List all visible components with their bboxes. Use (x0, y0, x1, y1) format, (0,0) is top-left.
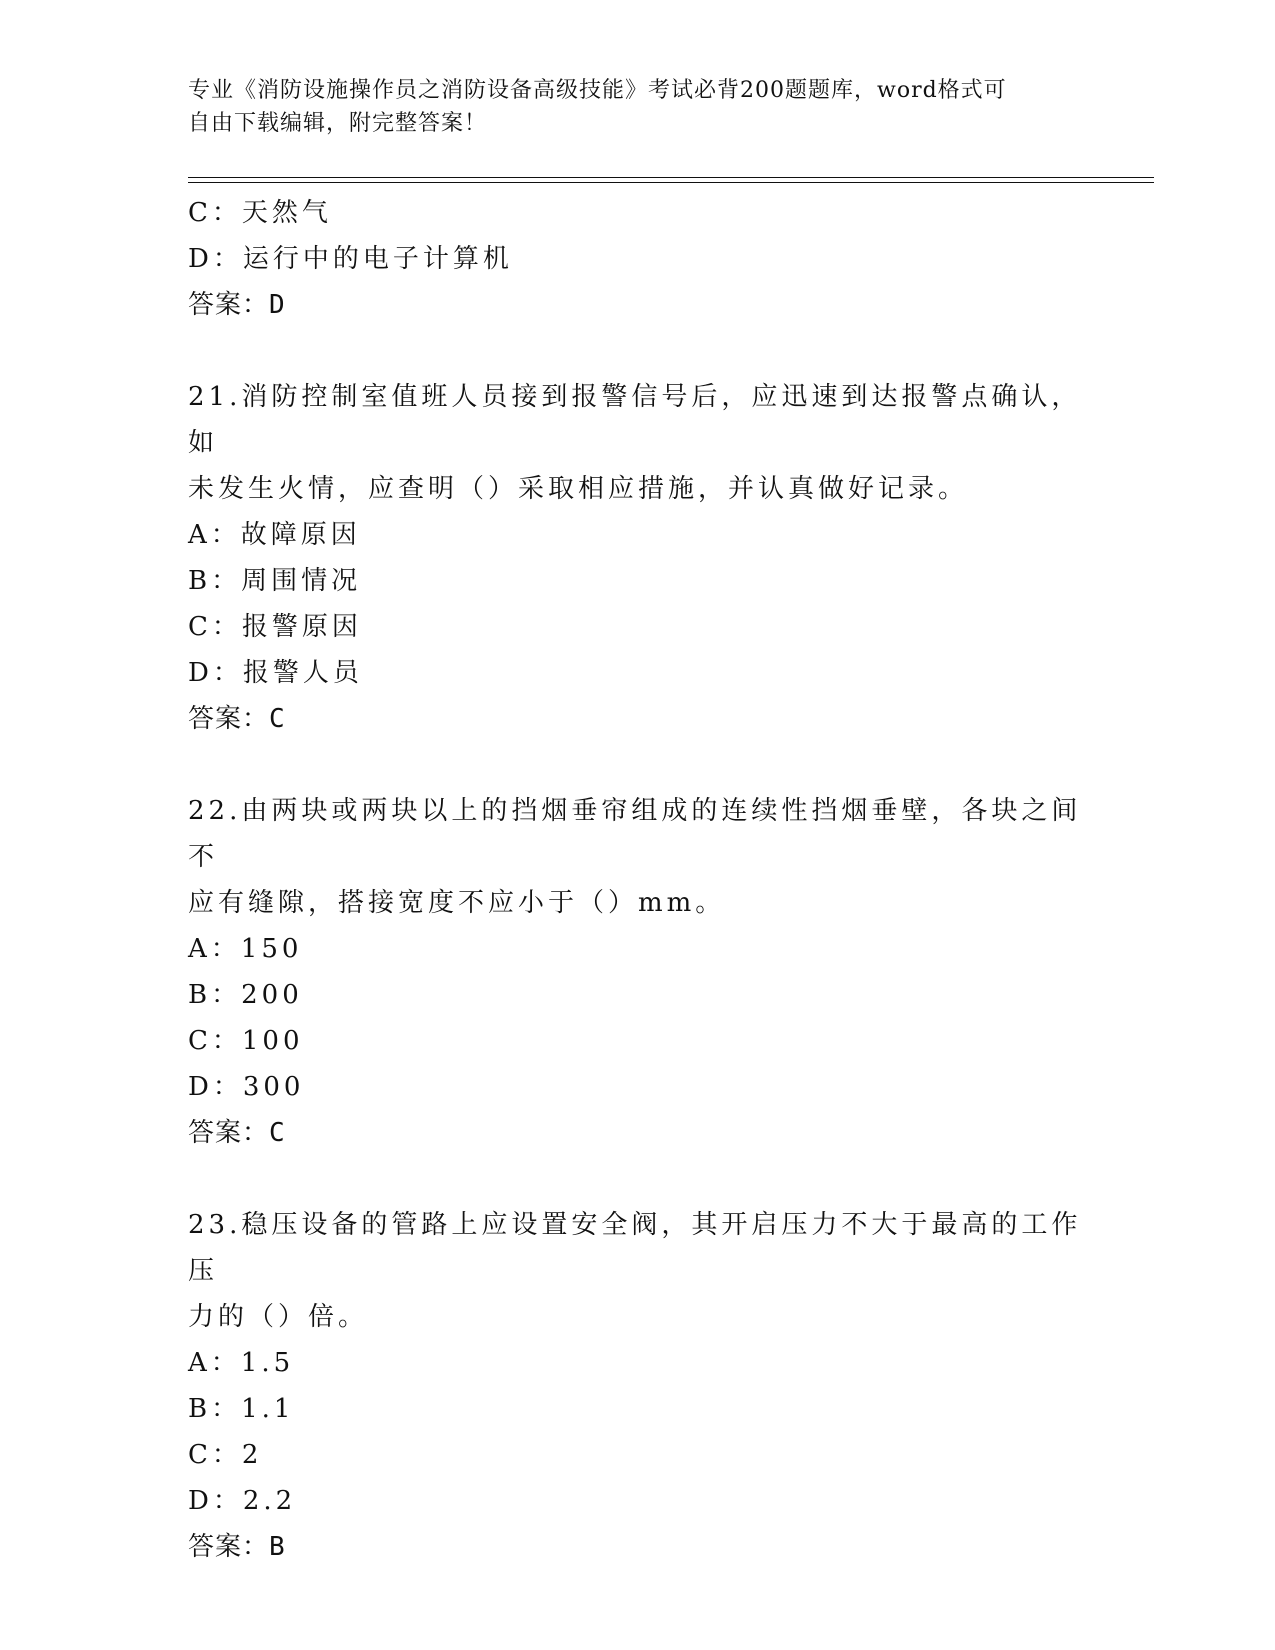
document-header (188, 74, 1068, 140)
option-c: C：2 (188, 1440, 263, 1470)
question-23 (188, 1202, 1088, 1570)
answer-value: B (269, 1532, 286, 1562)
header-line-2: 自由下载编辑，附完整答案！ (188, 111, 488, 136)
answer-label: 答案： (188, 1532, 270, 1562)
answer-label: 答案： (188, 290, 270, 320)
question-stem-line-2: 应有缝隙，搭接宽度不应小于（）mm。 (188, 888, 726, 918)
option-d: D：2.2 (188, 1486, 297, 1516)
option-c: C：100 (188, 1026, 304, 1056)
answer-value: C (269, 704, 286, 734)
partial-question-20 (188, 190, 1088, 328)
question-21 (188, 374, 1088, 742)
question-22 (188, 788, 1088, 1156)
answer-label: 答案： (188, 704, 270, 734)
option-a: A：故障原因 (188, 520, 361, 550)
question-stem-line-1: 21.消防控制室值班人员接到报警信号后，应迅速到达报警点确认，如 (188, 382, 1082, 458)
header-line-1: 专业《消防设施操作员之消防设备高级技能》考试必背200题题库，word格式可 (188, 78, 1007, 103)
header-rule-bottom (188, 182, 1154, 183)
header-rule-top (188, 177, 1154, 178)
option-a: A：150 (188, 934, 303, 964)
option-c: C：天然气 (188, 198, 332, 228)
option-b: B：200 (188, 980, 303, 1010)
question-stem-line-2: 力的（）倍。 (188, 1302, 369, 1332)
option-c: C：报警原因 (188, 612, 362, 642)
option-d: D：报警人员 (188, 658, 363, 688)
answer-value: D (269, 290, 286, 320)
answer-line (188, 282, 1088, 328)
question-stem-line-1: 22.由两块或两块以上的挡烟垂帘组成的连续性挡烟垂壁，各块之间不 (188, 796, 1082, 872)
option-a: A：1.5 (188, 1348, 295, 1378)
option-b: B：1.1 (188, 1394, 295, 1424)
answer-line (188, 1110, 1088, 1156)
option-d: D：300 (188, 1072, 305, 1102)
option-b: B：周围情况 (188, 566, 362, 596)
answer-line (188, 696, 1088, 742)
answer-value: C (269, 1118, 286, 1148)
question-content (188, 190, 1088, 1570)
answer-label: 答案： (188, 1118, 270, 1148)
question-stem-line-1: 23.稳压设备的管路上应设置安全阀，其开启压力不大于最高的工作压 (188, 1210, 1082, 1286)
answer-line (188, 1524, 1088, 1570)
question-stem-line-2: 未发生火情，应查明（）采取相应措施，并认真做好记录。 (188, 474, 969, 504)
option-d: D：运行中的电子计算机 (188, 244, 513, 274)
